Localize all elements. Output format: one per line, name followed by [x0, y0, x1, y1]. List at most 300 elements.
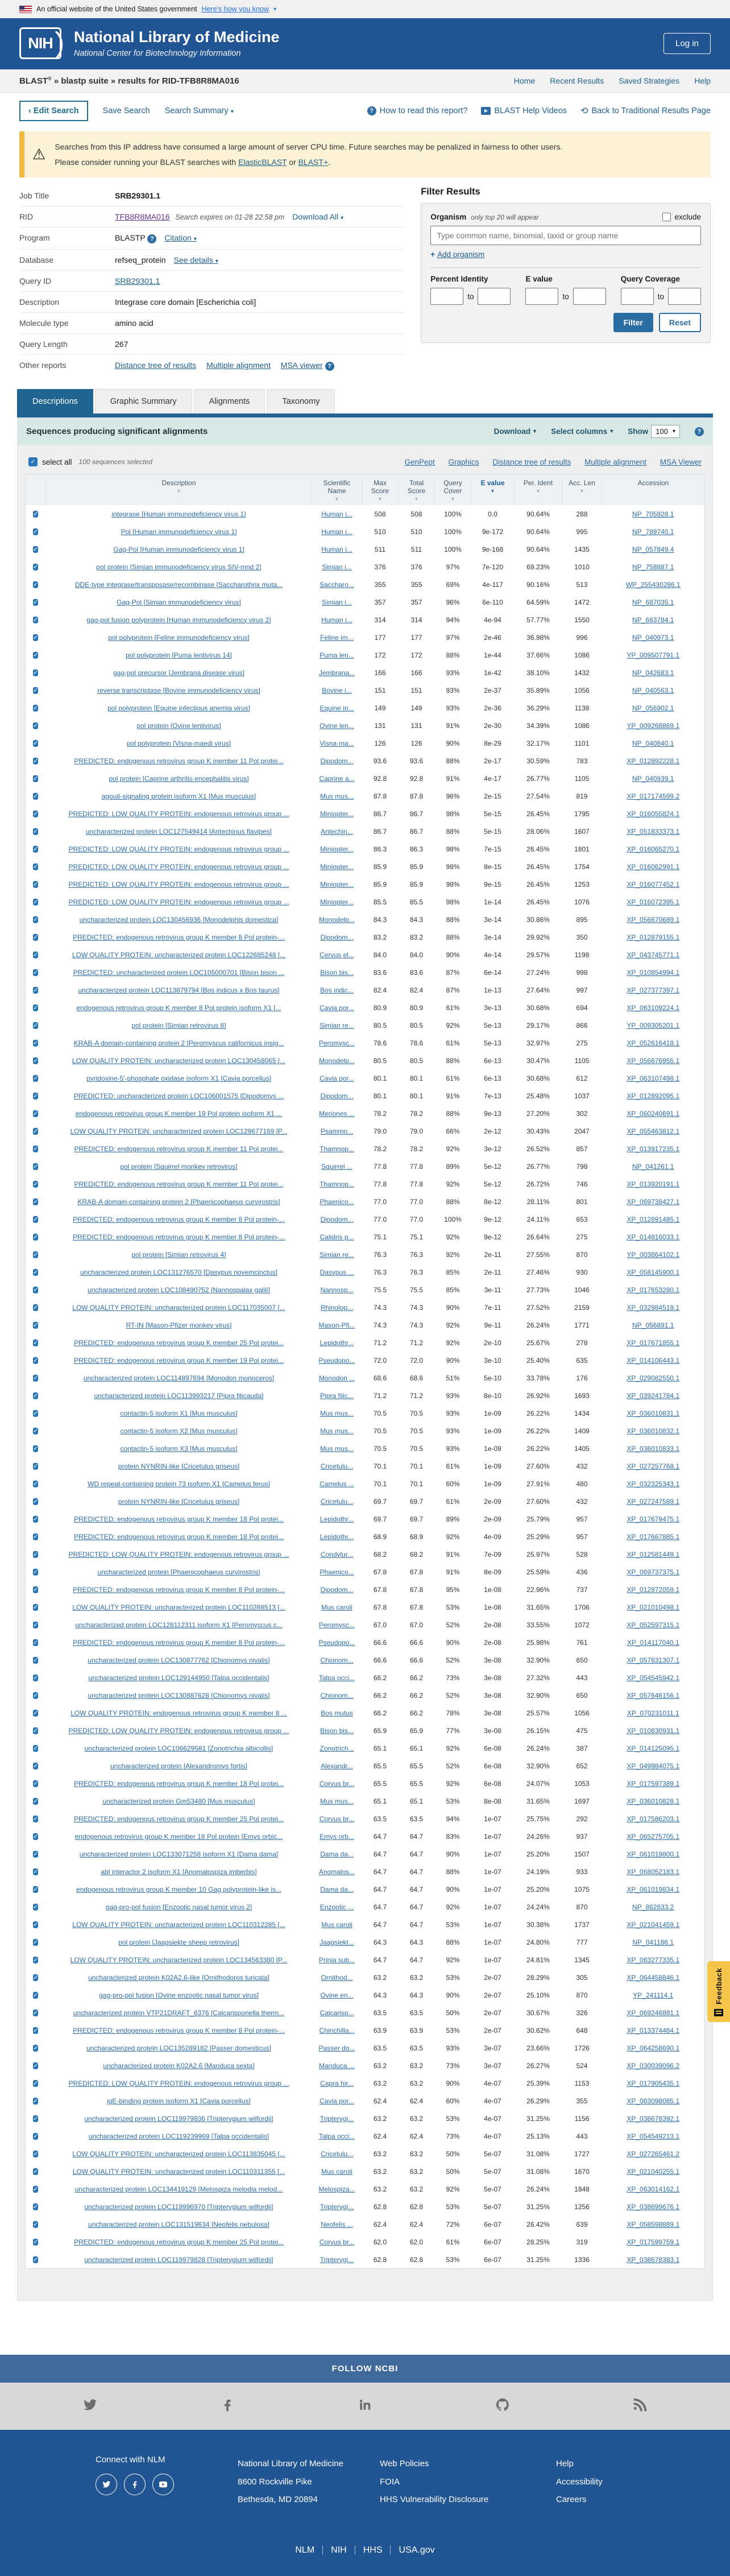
row-checkbox[interactable]: ✓ — [33, 1409, 39, 1417]
scientific-name-link[interactable]: Cavia por... — [320, 1074, 354, 1082]
row-checkbox[interactable]: ✓ — [33, 545, 39, 553]
show-count-select[interactable]: 100 ▾ — [651, 425, 680, 438]
accession-link[interactable]: NP_040973.1 — [632, 633, 674, 642]
scientific-name-link[interactable]: Chionom... — [320, 1656, 354, 1664]
row-checkbox[interactable]: ✓ — [33, 598, 39, 606]
download-menu[interactable]: Download ▾ — [493, 427, 537, 436]
row-checkbox[interactable]: ✓ — [33, 1956, 39, 1963]
row-checkbox[interactable]: ✓ — [33, 916, 39, 923]
scientific-name-link[interactable]: Ovine en... — [320, 1991, 354, 1999]
row-checkbox[interactable]: ✓ — [33, 1780, 39, 1787]
reset-button[interactable]: Reset — [659, 313, 701, 332]
scientific-name-link[interactable]: Tripterygi... — [320, 2202, 354, 2211]
scientific-name-link[interactable]: Chionom... — [320, 1691, 354, 1700]
accession-link[interactable]: NP_040840.1 — [632, 739, 674, 747]
description-link[interactable]: pol polyprotein [Puma lentivirus 14] — [126, 651, 232, 659]
row-checkbox[interactable]: ✓ — [33, 1586, 39, 1593]
accession-link[interactable]: YP_003864102.1 — [627, 1250, 680, 1259]
accession-link[interactable]: XP_058145900.1 — [627, 1268, 680, 1276]
elasticblast-link[interactable]: ElasticBLAST — [238, 157, 287, 167]
description-link[interactable]: uncharacterized protein LOC127549414 [Antechinus flavipes] — [86, 827, 272, 836]
scientific-name-link[interactable]: Mus caroli — [321, 1603, 352, 1611]
accession-link[interactable]: XP_027265461.2 — [627, 2149, 680, 2158]
accession-link[interactable]: NP_057849.4 — [632, 545, 674, 553]
tab-graphic-summary[interactable]: Graphic Summary — [95, 389, 192, 414]
tab-alignments[interactable]: Alignments — [194, 389, 266, 414]
scientific-name-link[interactable]: Miniopter... — [320, 862, 354, 871]
scientific-name-link[interactable]: Zonotrich... — [320, 1744, 354, 1752]
accession-link[interactable]: XP_017599759.1 — [627, 2238, 680, 2246]
query-id-link[interactable]: SRB29301.1 — [115, 276, 160, 286]
scientific-name-link[interactable]: Corvus br... — [319, 2238, 355, 2246]
row-checkbox[interactable]: ✓ — [33, 1850, 39, 1858]
accession-link[interactable]: XP_063098085.1 — [627, 2097, 680, 2105]
accession-link[interactable]: XP_017597389.1 — [627, 1779, 680, 1788]
description-link[interactable]: PREDICTED: uncharacterized protein LOC106001575 [Dipodomys ... — [73, 1091, 284, 1100]
scientific-name-link[interactable]: Pipra filic... — [320, 1391, 354, 1400]
nav-recent-results[interactable]: Recent Results — [550, 76, 604, 85]
row-checkbox[interactable]: ✓ — [33, 1304, 39, 1311]
accession-link[interactable]: NP_687035.1 — [632, 598, 674, 606]
accession-link[interactable]: XP_014106443.1 — [627, 1356, 680, 1365]
description-link[interactable]: abl interactor 2 isoform X1 [Anomalospiza imberbis] — [101, 1867, 257, 1876]
accession-link[interactable]: XP_017679475.1 — [627, 1515, 680, 1523]
scientific-name-link[interactable]: Caprine a... — [319, 774, 355, 783]
description-link[interactable]: uncharacterized protein LOC134419129 [Melospiza melodia melod... — [74, 2185, 283, 2193]
col-acc-len[interactable]: Acc. Len ▼ — [562, 474, 602, 506]
scientific-name-link[interactable]: Corvus br... — [319, 1814, 355, 1823]
distance-tree-results-link[interactable]: Distance tree of results — [492, 457, 571, 466]
query-coverage-max-input[interactable] — [668, 288, 701, 305]
description-link[interactable]: PREDICTED: LOW QUALITY PROTEIN: endogenous retrovirus group ... — [68, 862, 289, 871]
description-link[interactable]: PREDICTED: LOW QUALITY PROTEIN: endogenous retrovirus group ... — [68, 880, 289, 888]
row-checkbox[interactable]: ✓ — [33, 510, 39, 518]
scientific-name-link[interactable]: Phaenico... — [320, 1568, 354, 1576]
scientific-name-link[interactable]: Human i... — [321, 545, 352, 553]
row-checkbox[interactable]: ✓ — [33, 1480, 39, 1487]
description-link[interactable]: PREDICTED: LOW QUALITY PROTEIN: endogenous retrovirus group ... — [68, 809, 289, 818]
accession-link[interactable]: XP_057646156.1 — [627, 1691, 680, 1700]
accession-link[interactable]: XP_017671855.1 — [627, 1338, 680, 1347]
description-link[interactable]: uncharacterized protein LOC131519634 [Neofelis nebulosa] — [88, 2220, 269, 2228]
accession-link[interactable]: XP_052597315.1 — [627, 1620, 680, 1629]
scientific-name-link[interactable]: Anomalos... — [318, 1867, 355, 1876]
scientific-name-link[interactable]: Miniopter... — [320, 880, 354, 888]
accession-link[interactable]: XP_036010828.1 — [627, 1797, 680, 1805]
description-link[interactable]: uncharacterized protein LOC113993217 [Pipra filicauda] — [94, 1391, 264, 1400]
usagov-bottom-link[interactable]: USA.gov — [399, 2545, 435, 2555]
col-scientific-name[interactable]: Scientific Name ▼ — [312, 474, 362, 506]
scientific-name-link[interactable]: Chinchilla... — [319, 2026, 355, 2035]
accession-link[interactable]: XP_052616418.1 — [627, 1039, 680, 1047]
accession-link[interactable]: XP_070231011.1 — [627, 1709, 679, 1717]
row-checkbox[interactable]: ✓ — [33, 2115, 39, 2122]
description-link[interactable]: agouti-signaling protein isoform X1 [Mus musculus] — [101, 792, 256, 800]
row-checkbox[interactable]: ✓ — [33, 1110, 39, 1117]
accession-link[interactable]: XP_063277335.1 — [627, 1955, 680, 1964]
row-checkbox[interactable]: ✓ — [33, 1392, 39, 1399]
scientific-name-link[interactable]: Dipodom... — [320, 756, 354, 765]
row-checkbox[interactable]: ✓ — [33, 2238, 39, 2246]
twitter-icon[interactable] — [81, 2396, 98, 2416]
accession-link[interactable]: XP_017653280.1 — [627, 1285, 680, 1294]
description-link[interactable]: pol protein [Simian retrovirus 4] — [131, 1250, 226, 1259]
accession-link[interactable]: YP_009268869.1 — [627, 721, 680, 730]
scientific-name-link[interactable]: Bovine i... — [322, 686, 352, 694]
accession-link[interactable]: XP_016062991.1 — [627, 862, 680, 871]
scientific-name-link[interactable]: Talpa occi... — [318, 2132, 355, 2140]
scientific-name-link[interactable]: Human i... — [321, 527, 352, 536]
scientific-name-link[interactable]: Bos indic... — [320, 986, 354, 994]
feedback-tab[interactable] — [707, 1961, 730, 2022]
row-checkbox[interactable]: ✓ — [33, 1127, 39, 1135]
multiple-alignment-results-link[interactable]: Multiple alignment — [584, 457, 646, 466]
description-link[interactable]: pyridoxine-5'-phosphate oxidase isoform X1 [Cavia porcellus] — [86, 1074, 272, 1082]
accession-link[interactable]: NP_041261.1 — [632, 1162, 674, 1171]
description-link[interactable]: LOW QUALITY PROTEIN: uncharacterized protein LOC110288513 [... — [72, 1603, 285, 1611]
description-link[interactable]: gag-pro-pol fusion [Enzootic nasal tumor virus 2] — [105, 1903, 252, 1911]
row-checkbox[interactable]: ✓ — [33, 1339, 39, 1346]
scientific-name-link[interactable]: Bison bis... — [320, 968, 354, 977]
web-policies-link[interactable]: Web Policies — [380, 2459, 429, 2469]
accession-link[interactable]: XP_043745771.1 — [627, 950, 680, 959]
scientific-name-link[interactable]: Cricetulu... — [320, 1497, 354, 1506]
download-all-link[interactable]: Download All ▾ — [292, 212, 344, 222]
row-checkbox[interactable]: ✓ — [33, 1498, 39, 1505]
select-all-checkbox[interactable]: ✓ — [28, 457, 38, 466]
accession-link[interactable]: XP_056670689.1 — [627, 915, 680, 924]
accession-link[interactable]: YP_241114.1 — [633, 1991, 674, 1999]
accession-link[interactable]: XP_061019800.1 — [627, 1850, 680, 1858]
scientific-name-link[interactable]: Mason-Pfi... — [318, 1321, 355, 1329]
description-link[interactable]: PREDICTED: endogenous retrovirus group K member 8 Pol protein-... — [73, 1585, 285, 1594]
linkedin-icon[interactable] — [356, 2396, 374, 2416]
description-link[interactable]: LOW QUALITY PROTEIN: endogenous retrovirus group K member 8 ... — [70, 1709, 287, 1717]
percent-identity-max-input[interactable] — [478, 288, 511, 305]
row-checkbox[interactable]: ✓ — [33, 1568, 39, 1576]
scientific-name-link[interactable]: Miniopter... — [320, 809, 354, 818]
row-checkbox[interactable]: ✓ — [33, 616, 39, 623]
help-videos-link[interactable]: ▶ BLAST Help Videos — [481, 106, 567, 115]
row-checkbox[interactable]: ✓ — [33, 1868, 39, 1875]
accession-link[interactable]: XP_013917235.1 — [627, 1144, 680, 1153]
description-link[interactable]: DDE-type integrase/transposase/recombinase [Saccharothrix muta... — [74, 580, 283, 589]
row-checkbox[interactable]: ✓ — [33, 1797, 39, 1805]
accession-link[interactable]: XP_030039096.2 — [627, 2061, 680, 2070]
scientific-name-link[interactable]: Feline im... — [320, 633, 354, 642]
scientific-name-link[interactable]: Dipodom... — [320, 1091, 354, 1100]
description-link[interactable]: PREDICTED: endogenous retrovirus group K member 8 Pol protein-... — [73, 2026, 285, 2035]
row-checkbox[interactable]: ✓ — [33, 828, 39, 835]
description-link[interactable]: uncharacterized protein K02A2.6-like [Ornithodoros turicata] — [88, 1973, 269, 1982]
row-checkbox[interactable]: ✓ — [33, 792, 39, 800]
description-link[interactable]: protein NYNRIN-like [Cricetulus griseus] — [118, 1497, 240, 1506]
row-checkbox[interactable]: ✓ — [33, 1639, 39, 1646]
scientific-name-link[interactable]: Pseudopo... — [318, 1638, 355, 1647]
row-checkbox[interactable]: ✓ — [33, 1886, 39, 1893]
accession-link[interactable]: XP_069246891.1 — [627, 2008, 680, 2017]
description-link[interactable]: WD repeat-containing protein 73 isoform X1 [Camelus ferus] — [88, 1479, 270, 1488]
scientific-name-link[interactable]: Saccharo... — [320, 580, 354, 589]
row-checkbox[interactable]: ✓ — [33, 2203, 39, 2210]
accession-link[interactable]: XP_055463812.1 — [627, 1127, 680, 1135]
evalue-min-input[interactable] — [525, 288, 558, 305]
row-checkbox[interactable]: ✓ — [33, 739, 39, 747]
row-checkbox[interactable]: ✓ — [33, 528, 39, 535]
help-link[interactable]: Help — [556, 2459, 574, 2469]
description-link[interactable]: uncharacterized protein LOC133071258 isoform X1 [Dama dama] — [79, 1850, 279, 1858]
accession-link[interactable]: XP_013920191.1 — [627, 1180, 680, 1188]
scientific-name-link[interactable]: Mus mus... — [320, 792, 354, 800]
description-link[interactable]: LOW QUALITY PROTEIN: uncharacterized protein LOC110311355 [... — [72, 2167, 285, 2176]
description-link[interactable]: PREDICTED: LOW QUALITY PROTEIN: endogenous retrovirus group ... — [68, 898, 289, 906]
row-checkbox[interactable]: ✓ — [33, 845, 39, 853]
github-icon[interactable] — [494, 2396, 511, 2416]
accession-link[interactable]: XP_029082550.1 — [627, 1374, 680, 1382]
description-link[interactable]: pol polyprotein [Visna-maedi virus] — [126, 739, 231, 747]
row-checkbox[interactable]: ✓ — [33, 1004, 39, 1011]
msa-viewer-results-link[interactable]: MSA Viewer — [660, 457, 702, 466]
accession-link[interactable]: XP_054549213.1 — [627, 2132, 680, 2140]
col-description[interactable]: Description ▼ — [46, 474, 312, 506]
nav-saved-strategies[interactable]: Saved Strategies — [619, 76, 680, 85]
description-link[interactable]: PREDICTED: LOW QUALITY PROTEIN: endogenous retrovirus group ... — [68, 845, 289, 853]
accession-link[interactable]: NP_040939.1 — [632, 774, 674, 783]
scientific-name-link[interactable]: Pseudopo... — [318, 1356, 355, 1365]
accession-link[interactable]: XP_038678383.1 — [627, 2255, 680, 2264]
row-checkbox[interactable]: ✓ — [33, 1903, 39, 1911]
edit-search-button[interactable]: ‹ Edit Search — [19, 101, 88, 121]
scientific-name-link[interactable]: Monodon ... — [318, 1374, 355, 1382]
accession-link[interactable]: XP_012872059.1 — [627, 1585, 680, 1594]
save-search-link[interactable]: Save Search — [102, 106, 150, 115]
row-checkbox[interactable]: ✓ — [33, 810, 39, 817]
nih-bottom-link[interactable]: NIH — [323, 2545, 355, 2555]
description-link[interactable]: PREDICTED: LOW QUALITY PROTEIN: endogenous retrovirus group ... — [68, 2079, 289, 2087]
row-checkbox[interactable]: ✓ — [33, 1145, 39, 1152]
row-checkbox[interactable]: ✓ — [33, 1515, 39, 1523]
description-link[interactable]: reverse transcriptase [Bovine immunodeficiency virus] — [97, 686, 260, 694]
nav-home[interactable]: Home — [513, 76, 536, 85]
nlm-bottom-link[interactable]: NLM — [287, 2545, 323, 2555]
scientific-name-link[interactable]: Neofelis ... — [321, 2220, 353, 2228]
scientific-name-link[interactable]: Melospiza... — [318, 2185, 355, 2193]
scientific-name-link[interactable]: Human i... — [321, 615, 352, 624]
description-link[interactable]: integrase [Human immunodeficiency virus 1] — [111, 510, 246, 518]
description-link[interactable]: pol protein [Squirrel monkey retrovirus] — [120, 1162, 238, 1171]
accession-link[interactable]: XP_061019834.1 — [627, 1885, 680, 1893]
description-link[interactable]: PREDICTED: endogenous retrovirus group K member 18 Pol protei... — [74, 1779, 284, 1788]
exclude-checkbox[interactable] — [662, 213, 671, 221]
description-link[interactable]: LOW QUALITY PROTEIN: uncharacterized protein LOC122685248 [... — [72, 950, 286, 959]
row-checkbox[interactable]: ✓ — [33, 2168, 39, 2175]
description-link[interactable]: uncharacterized protein LOC130877762 [Chionomys nivalis] — [88, 1656, 270, 1664]
description-link[interactable]: PREDICTED: endogenous retrovirus group K member 11 Pol protei... — [74, 1180, 284, 1188]
hhs-bottom-link[interactable]: HHS — [355, 2545, 391, 2555]
row-checkbox[interactable]: ✓ — [33, 687, 39, 694]
description-link[interactable]: pol polyprotein [Feline immunodeficiency virus] — [108, 633, 250, 642]
description-link[interactable]: uncharacterized protein LOC129144950 [Talpa occidentalis] — [88, 1673, 269, 1682]
scientific-name-link[interactable]: Prinia sub... — [318, 1955, 355, 1964]
scientific-name-link[interactable]: Meriones ... — [319, 1109, 355, 1118]
row-checkbox[interactable]: ✓ — [33, 2185, 39, 2193]
footer-nlm-link[interactable]: National Library of Medicine — [238, 2459, 343, 2469]
row-checkbox[interactable]: ✓ — [33, 898, 39, 905]
description-link[interactable]: PREDICTED: endogenous retrovirus group K member 11 Pol protei... — [74, 756, 284, 765]
row-checkbox[interactable]: ✓ — [33, 1268, 39, 1276]
blast-wordmark[interactable]: BLAST — [19, 76, 48, 86]
scientific-name-link[interactable]: Emys orb... — [320, 1832, 354, 1841]
site-title[interactable]: National Library of Medicine — [74, 28, 280, 46]
description-link[interactable]: gag-pro-pol fusion [Ovine enzootic nasal tumor virus] — [99, 1991, 259, 1999]
scientific-name-link[interactable]: Lepidothr... — [320, 1515, 354, 1523]
accession-link[interactable]: XP_016077452.1 — [627, 880, 680, 888]
accession-link[interactable]: XP_036010833.1 — [627, 1444, 680, 1453]
scientific-name-link[interactable]: Calidris p... — [320, 1233, 354, 1241]
row-checkbox[interactable]: ✓ — [33, 1022, 39, 1029]
description-link[interactable]: LOW QUALITY PROTEIN: uncharacterized protein LOC117035007 [... — [72, 1303, 285, 1312]
description-link[interactable]: igE-binding protein isoform X1 [Cavia porcellus] — [107, 2097, 251, 2105]
description-link[interactable]: protein NYNRIN-like [Cricetulus griseus] — [118, 1462, 240, 1470]
accession-link[interactable]: XP_021040255.1 — [627, 2167, 680, 2176]
row-checkbox[interactable]: ✓ — [33, 651, 39, 659]
scientific-name-link[interactable]: Thamnop... — [320, 1180, 354, 1188]
scientific-name-link[interactable]: Corvus br... — [319, 1779, 355, 1788]
description-link[interactable]: Gag-Pol [Simian immunodeficiency virus] — [117, 598, 241, 606]
row-checkbox[interactable]: ✓ — [33, 1057, 39, 1064]
accession-link[interactable]: NP_758887.1 — [632, 563, 674, 571]
tab-descriptions[interactable]: Descriptions — [17, 389, 93, 414]
accession-link[interactable]: XP_017667885.1 — [627, 1532, 680, 1541]
accession-link[interactable]: XP_012891485.1 — [627, 1215, 680, 1223]
row-checkbox[interactable]: ✓ — [33, 1762, 39, 1769]
col-e-value[interactable]: E value ▼ — [471, 474, 515, 506]
nih-logo[interactable] — [19, 27, 61, 59]
accession-link[interactable]: XP_032984519.1 — [627, 1303, 680, 1312]
description-link[interactable]: contactin-5 isoform X1 [Mus musculus] — [120, 1409, 238, 1417]
row-checkbox[interactable]: ✓ — [33, 951, 39, 958]
accession-link[interactable]: XP_012879155.1 — [627, 933, 680, 941]
accession-link[interactable]: XP_027257768.1 — [627, 1462, 680, 1470]
scientific-name-link[interactable]: Cricetulu... — [320, 2149, 354, 2158]
scientific-name-link[interactable]: Cervus el... — [320, 950, 354, 959]
description-link[interactable]: uncharacterized protein LOC135289182 [Passer domesticus] — [86, 2044, 271, 2052]
description-link[interactable]: Gag-Pol [Human immunodeficiency virus 1] — [113, 545, 244, 553]
tab-taxonomy[interactable]: Taxonomy — [267, 389, 335, 414]
accession-link[interactable]: XP_017174599.2 — [627, 792, 680, 800]
accession-link[interactable]: XP_064258690.1 — [627, 2044, 680, 2052]
description-link[interactable]: endogenous retrovirus group K member 10 Gag polyprotein-like is... — [76, 1885, 281, 1893]
description-link[interactable]: PREDICTED: endogenous retrovirus group K member 25 Pol protei... — [74, 2238, 284, 2246]
see-details-link[interactable]: See details ▾ — [173, 255, 218, 265]
back-traditional-link[interactable]: ⟲ Back to Traditional Results Page — [580, 106, 711, 116]
row-checkbox[interactable]: ✓ — [33, 1445, 39, 1452]
description-link[interactable]: PREDICTED: endogenous retrovirus group K member 25 Pol protei... — [74, 1814, 284, 1823]
description-link[interactable]: uncharacterized protein LOC119996970 [Tripterygium wilfordii] — [84, 2202, 273, 2211]
scientific-name-link[interactable]: Bison bis... — [320, 1726, 354, 1735]
col-total-score[interactable]: Total Score ▼ — [399, 474, 435, 506]
graphics-link[interactable]: Graphics — [448, 457, 479, 466]
description-link[interactable]: uncharacterized protein K02A2.6 [Manduca sexta] — [103, 2061, 255, 2070]
row-checkbox[interactable]: ✓ — [33, 1462, 39, 1470]
organism-input[interactable] — [430, 226, 701, 245]
scientific-name-link[interactable]: Simian re... — [320, 1021, 354, 1029]
row-checkbox[interactable]: ✓ — [33, 2027, 39, 2034]
row-checkbox[interactable]: ✓ — [33, 1938, 39, 1946]
scientific-name-link[interactable]: Lepidothr... — [320, 1338, 354, 1347]
row-checkbox[interactable]: ✓ — [33, 880, 39, 888]
description-link[interactable]: endogenous retrovirus group K member 8 Pol protein isoform X1 [... — [76, 1003, 281, 1012]
row-checkbox[interactable]: ✓ — [33, 1621, 39, 1628]
scientific-name-link[interactable]: Miniopter... — [320, 898, 354, 906]
row-checkbox[interactable]: ✓ — [33, 863, 39, 870]
description-link[interactable]: gag-pol fusion polyprotein [Human immunodeficiency virus 2] — [86, 615, 271, 624]
description-link[interactable]: uncharacterized protein [Phaenicophaeus curvirostris] — [97, 1568, 260, 1576]
col-max-score[interactable]: Max Score ▼ — [362, 474, 399, 506]
description-link[interactable]: LOW QUALITY PROTEIN: uncharacterized protein LOC113835045 [... — [72, 2149, 285, 2158]
description-link[interactable]: uncharacterized protein LOC131276570 [Dasypus novemcinctus] — [80, 1268, 277, 1276]
scientific-name-link[interactable]: Peromysc... — [318, 1620, 355, 1629]
description-link[interactable]: PREDICTED: endogenous retrovirus group K member 8 Pol protein-... — [73, 1215, 285, 1223]
scientific-name-link[interactable]: Mus mus... — [320, 1426, 354, 1435]
scientific-name-link[interactable]: Antechin... — [321, 827, 353, 836]
description-link[interactable]: pol protein [Jaagsiekte sheep retrovirus] — [118, 1938, 239, 1946]
row-checkbox[interactable]: ✓ — [33, 2097, 39, 2104]
row-checkbox[interactable]: ✓ — [33, 1374, 39, 1382]
accession-link[interactable]: XP_032325343.1 — [627, 1479, 680, 1488]
scientific-name-link[interactable]: Jembrana... — [318, 668, 355, 677]
scientific-name-link[interactable]: Simian i... — [322, 598, 352, 606]
scientific-name-link[interactable]: Squirrel ... — [321, 1162, 352, 1171]
accession-link[interactable]: XP_017586203.1 — [627, 1814, 680, 1823]
accession-link[interactable]: XP_065275705.1 — [627, 1832, 680, 1841]
description-link[interactable]: Pol [Human immunodeficiency virus 1] — [121, 527, 237, 536]
description-link[interactable]: uncharacterized protein LOC113879794 [Bos indicus x Bos taurus] — [78, 986, 280, 994]
accession-link[interactable]: XP_060240691.1 — [627, 1109, 680, 1118]
accession-link[interactable]: XP_016065270.1 — [627, 845, 680, 853]
scientific-name-link[interactable]: Puma len... — [320, 651, 354, 659]
genpept-link[interactable]: GenPept — [404, 457, 435, 466]
description-link[interactable]: PREDICTED: endogenous retrovirus group K member 19 Pol protei... — [74, 1356, 284, 1365]
description-link[interactable]: uncharacterized protein [Alexandromys fortis] — [110, 1762, 247, 1770]
description-link[interactable]: PREDICTED: uncharacterized protein LOC105000701 [Bison bison ... — [73, 968, 285, 977]
add-organism-link[interactable]: + Add organism — [430, 250, 485, 259]
accession-link[interactable]: XP_016055824.1 — [627, 809, 680, 818]
accession-link[interactable]: NP_040563.1 — [632, 686, 674, 694]
accession-link[interactable]: XP_012581449.1 — [627, 1550, 680, 1558]
description-link[interactable]: uncharacterized protein LOC119239969 [Talpa occidentalis] — [88, 2132, 269, 2140]
col-query-cover[interactable]: Query Cover ▼ — [435, 474, 471, 506]
accession-link[interactable]: XP_012892228.1 — [627, 756, 680, 765]
row-checkbox[interactable]: ✓ — [33, 1674, 39, 1681]
scientific-name-link[interactable]: Monodelp... — [319, 915, 355, 924]
row-checkbox[interactable]: ✓ — [33, 1603, 39, 1611]
accession-link[interactable]: NP_663784.1 — [632, 615, 674, 624]
description-link[interactable]: contactin-5 isoform X2 [Mus musculus] — [120, 1426, 238, 1435]
accession-link[interactable]: XP_058598889.1 — [627, 2220, 680, 2228]
footer-youtube-icon[interactable] — [152, 2474, 174, 2495]
row-checkbox[interactable]: ✓ — [33, 1550, 39, 1558]
row-checkbox[interactable]: ✓ — [33, 1833, 39, 1840]
row-checkbox[interactable]: ✓ — [33, 2062, 39, 2069]
description-link[interactable]: PREDICTED: endogenous retrovirus group K member 25 Pol protei... — [74, 1338, 284, 1347]
row-checkbox[interactable]: ✓ — [33, 1321, 39, 1329]
description-link[interactable]: PREDICTED: endogenous retrovirus group K member 8 Pol protein-... — [73, 1233, 285, 1241]
scientific-name-link[interactable]: Talpa occi... — [318, 1673, 355, 1682]
row-checkbox[interactable]: ✓ — [33, 1815, 39, 1822]
scientific-name-link[interactable]: Cavia por... — [320, 2097, 354, 2105]
description-link[interactable]: LOW QUALITY PROTEIN: uncharacterized protein LOC130458065 [... — [72, 1056, 286, 1065]
